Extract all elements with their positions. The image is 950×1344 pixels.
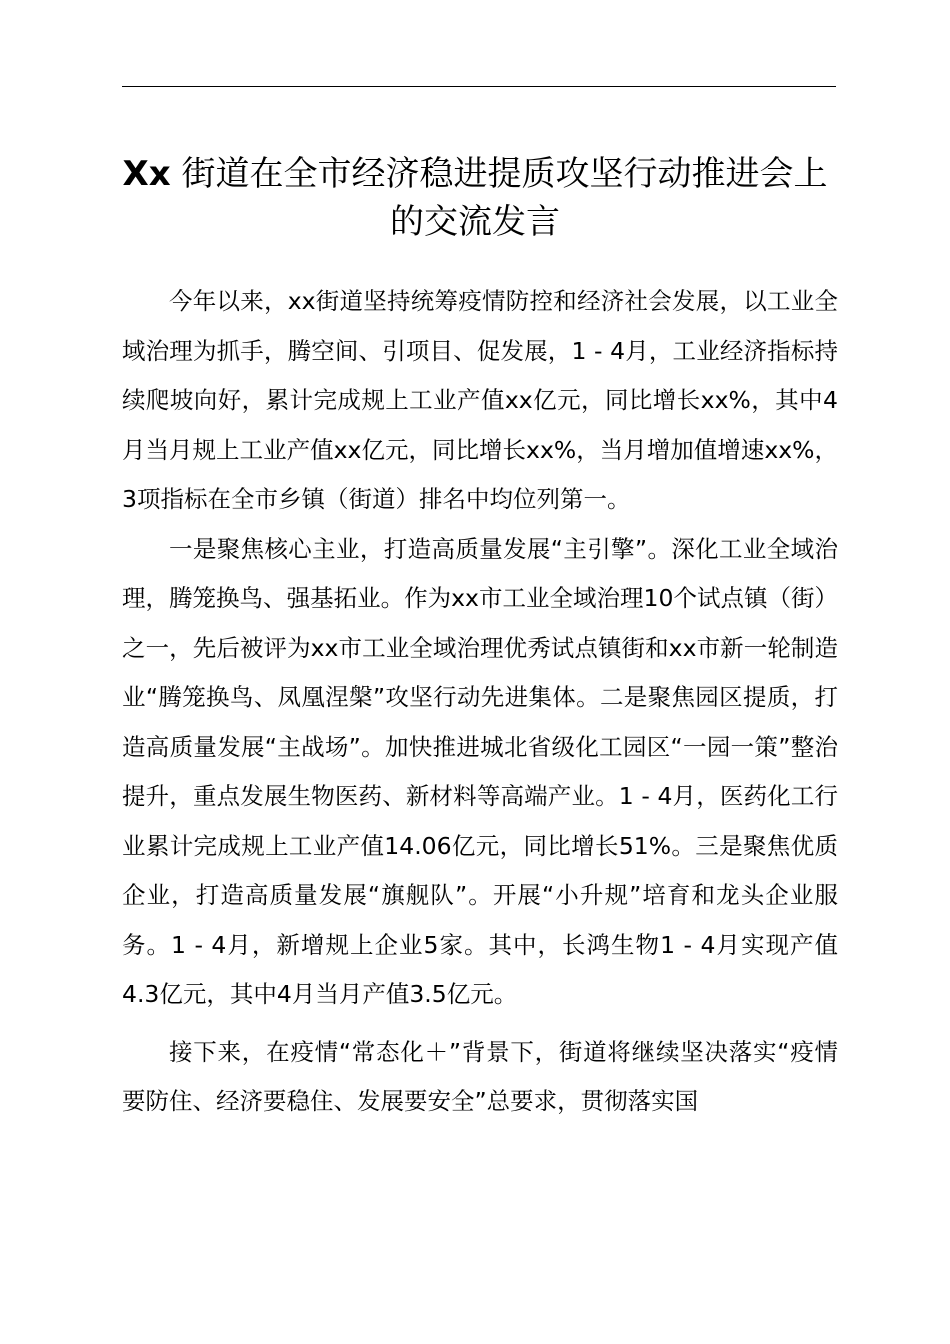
header-rule — [122, 86, 836, 87]
title-rest: 街道在全市经济稳进提质攻坚行动推进会上的交流发言 — [181, 154, 828, 242]
body-text — [122, 277, 838, 1127]
title-lead: Xx — [122, 154, 171, 194]
paragraph-next-steps: 接下来，在疫情“常态化＋”背景下，街道将继续坚决落实“疫情要防住、经济要稳住、发展要安全”总要求，贯彻落实国 — [122, 1037, 838, 1115]
paragraph-intro: 今年以来，xx街道坚持统筹疫情防控和经济社会发展，以工业全域治理为抓手，腾空间、引项目、促发展，1 - 4月，工业经济指标持续爬坡向好，累计完成规上工业产值xx亿元，同比增长xx%，其中4月当月规上工业产值xx亿元，同比增长xx%，当月增加值增速xx%，3项指标在全市乡镇（街道）排名中均位列第一。 — [122, 287, 838, 513]
document-title — [110, 150, 840, 246]
paragraph-achievements: 一是聚焦核心主业，打造高质量发展“主引擎”。深化工业全域治理，腾笼换鸟、强基拓业。作为xx市工业全域治理10个试点镇（街）之一，先后被评为xx市工业全域治理优秀试点镇街和xx市新一轮制造业“腾笼换鸟、凤凰涅槃”攻坚行动先进集体。二是聚焦园区提质，打造高质量发展“主战场”。加快推进城北省级化工园区“一园一策”整治提升，重点发展生物医药、新材料等高端产业。1 - 4月，医药化工行业累计完成规上工业产值14.06亿元，同比增长51%。三是聚焦优质企业，打造高质量发展“旗舰队”。开展“小升规”培育和龙头企业服务。1 - 4月，新增规上企业5家。其中，长鸿生物1 - 4月实现产值4.3亿元，其中4月当月产值3.5亿元。 — [122, 534, 838, 1008]
